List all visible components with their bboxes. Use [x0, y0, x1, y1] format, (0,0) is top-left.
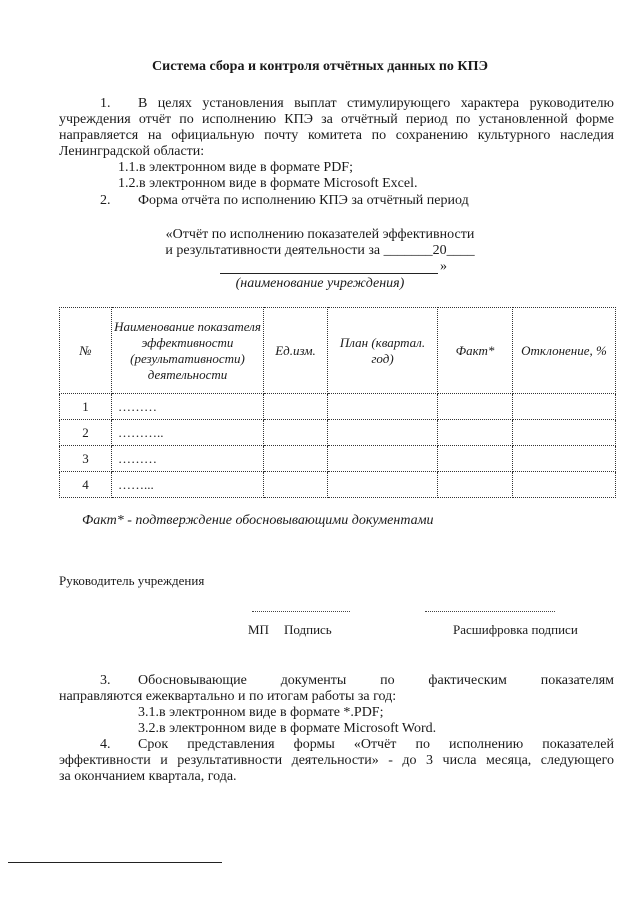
p1-line4: Ленинградской области:: [59, 144, 205, 159]
p4-line3: за окончанием квартала, года.: [59, 769, 237, 784]
p2-text: Форма отчёта по исполнению КПЭ за отчётный период: [138, 193, 469, 208]
row-number: 1: [60, 394, 112, 420]
p2-number: 2.: [100, 193, 111, 208]
p3-word: документы: [280, 673, 347, 688]
row-fact: [438, 472, 513, 498]
row-fact: [438, 394, 513, 420]
row-plan: [328, 472, 438, 498]
fact-footnote: Факт* - подтверждение обосновывающими документами: [82, 513, 434, 528]
p4-line2: эффективности и результативности деятельности» - до 3 числа месяца, следующего: [59, 753, 614, 768]
row-unit: [264, 446, 328, 472]
institution-caption: (наименование учреждения): [235, 276, 405, 291]
p4-word: по: [415, 737, 430, 752]
row-number: 2: [60, 420, 112, 446]
p1-line3: направляется на официальную почту комитета по сохранению культурного наследия: [59, 128, 614, 143]
stamp-label: МП: [248, 622, 269, 637]
signature-line: [252, 611, 350, 612]
table-row: [60, 394, 616, 420]
report-title-line2: и результативности деятельности за _______20____: [165, 243, 475, 258]
row-deviation: [513, 394, 616, 420]
row-unit: [264, 420, 328, 446]
p3-item-2: 3.2.в электронном виде в формате Microsoft Word.: [138, 721, 437, 736]
row-indicator: ………..: [112, 420, 264, 446]
p3-word: Обосновывающие: [138, 673, 247, 688]
document-title: Система сбора и контроля отчётных данных по КПЭ: [152, 59, 488, 74]
p4-line1: [138, 737, 614, 753]
row-plan: [328, 394, 438, 420]
signature-label: Подпись: [284, 622, 332, 637]
row-fact: [438, 420, 513, 446]
row-indicator: ………: [112, 394, 264, 420]
p4-word: формы: [293, 737, 335, 752]
p1-line1: В целях установления выплат стимулирующего характера руководителю: [138, 96, 614, 111]
table-row: [60, 472, 616, 498]
col-header-number: №: [60, 308, 112, 394]
p3-line2: направляются ежеквартально и по итогам работы за год:: [59, 689, 397, 704]
p1-line2: учреждения отчёт по исполнению КПЭ за отчётный период по установленной форме: [59, 112, 614, 127]
table-row: [60, 420, 616, 446]
row-deviation: [513, 446, 616, 472]
row-indicator: ………: [112, 446, 264, 472]
p1-item-2: 1.2.в электронном виде в формате Microsoft Excel.: [118, 176, 418, 191]
kpe-table: [59, 307, 616, 498]
row-deviation: [513, 472, 616, 498]
institution-name-line: [220, 273, 438, 274]
name-decoding-line: [425, 611, 555, 612]
p4-word: «Отчёт: [353, 737, 397, 752]
p3-line1: [138, 673, 614, 689]
row-indicator: ……...: [112, 472, 264, 498]
p3-item-1: 3.1.в электронном виде в формате *.PDF;: [138, 705, 384, 720]
p3-word: фактическим: [428, 673, 507, 688]
row-number: 4: [60, 472, 112, 498]
row-plan: [328, 420, 438, 446]
p4-word: Срок: [138, 737, 169, 752]
col-header-deviation: Отклонение, %: [513, 308, 616, 394]
col-header-plan: План (квартал. год): [328, 308, 438, 394]
row-plan: [328, 446, 438, 472]
p4-word: показателей: [542, 737, 614, 752]
col-header-unit: Ед.изм.: [264, 308, 328, 394]
p3-word: показателям: [540, 673, 614, 688]
p3-number: 3.: [100, 673, 111, 688]
p4-word: исполнению: [449, 737, 524, 752]
p4-number: 4.: [100, 737, 111, 752]
row-unit: [264, 394, 328, 420]
row-unit: [264, 472, 328, 498]
row-deviation: [513, 420, 616, 446]
p3-word: по: [380, 673, 395, 688]
col-header-fact: Факт*: [438, 308, 513, 394]
row-fact: [438, 446, 513, 472]
table-header-row: [60, 308, 616, 394]
p1-item-1: 1.1.в электронном виде в формате PDF;: [118, 160, 353, 175]
report-title-line1: «Отчёт по исполнению показателей эффективности: [165, 227, 475, 242]
head-of-institution-label: Руководитель учреждения: [59, 573, 205, 588]
signature-decoding-label: Расшифровка подписи: [453, 622, 578, 637]
table-row: [60, 446, 616, 472]
row-number: 3: [60, 446, 112, 472]
col-header-indicator: Наименование показателя эффективности (результативности) деятельности: [112, 308, 264, 394]
report-quote-close: »: [440, 259, 447, 274]
footnote-separator: [8, 862, 222, 863]
p1-number: 1.: [100, 96, 111, 111]
p4-word: представления: [187, 737, 275, 752]
